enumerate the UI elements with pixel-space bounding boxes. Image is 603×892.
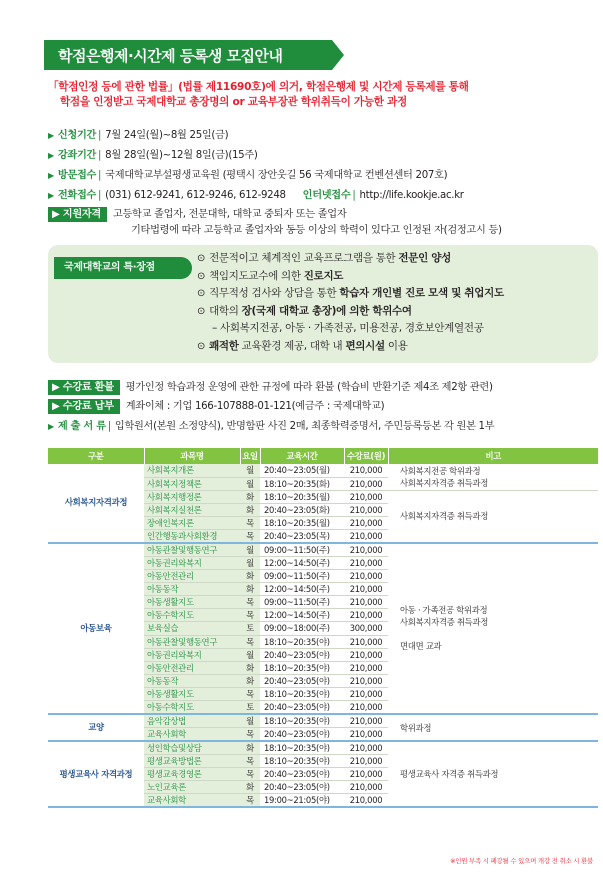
- fee-cell: 210,000: [344, 543, 388, 557]
- time-cell: 20:40~23:05(화): [260, 503, 344, 516]
- subject-cell: 아동관찰및행동연구: [144, 635, 240, 648]
- qualification-row: [48, 207, 346, 222]
- feature-item: ⊙ 전문적이고 체계적인 교육프로그램을 통한 전문인 양성: [197, 252, 451, 264]
- time-cell: 12:00~14:50(주): [260, 609, 344, 622]
- title-banner: [44, 40, 344, 70]
- day-cell: 화: [240, 741, 260, 755]
- web-apply-url[interactable]: http://life.kookje.ac.kr: [359, 190, 464, 201]
- note-line: 아동 · 가족전공 학위과정: [400, 605, 488, 616]
- header-category: 구분: [48, 448, 144, 464]
- documents-row: ▶ 제 출 서 류 | 입학원서(본원 소정양식), 반명함판 사진 2매, 최종학력증명서, 주민등록등본 각 원본 1부: [48, 421, 495, 432]
- circle-bullet-icon: ⊙: [197, 270, 206, 282]
- subject-cell: 아동동작: [144, 583, 240, 596]
- intro-line-1: 「학점인정 등에 관한 법률」(법률 제11690호)에 의거, 학점은행제 및 시간제 등록제를 통해: [48, 81, 469, 93]
- fee-cell: 210,000: [344, 490, 388, 503]
- visit-apply-row: ▶ 방문접수 | 국제대학교부설평생교육원 (평택시 장안웃길 56 국제대학교 컨벤션센터 207호): [48, 170, 448, 181]
- day-cell: 목: [240, 687, 260, 700]
- documents-value: 입학원서(본원 소정양식), 반명함판 사진 2매, 최종학력증명서, 주민등록등본 각 원본 1부: [114, 421, 495, 432]
- triangle-right-icon: ▶: [48, 131, 54, 140]
- fee-cell: 210,000: [344, 529, 388, 543]
- note-cell: [388, 741, 598, 807]
- lecture-period-value: 8월 28일(월)~12월 8일(금)(15주): [105, 150, 258, 161]
- day-cell: 월: [240, 543, 260, 557]
- page-title: 학점은행제·시간제 등록생 모집안내: [58, 47, 283, 65]
- note-line: 사회복지자격증 취득과정: [400, 617, 489, 628]
- day-cell: 목: [240, 529, 260, 543]
- circle-bullet-icon: ⊙: [197, 288, 206, 299]
- circle-bullet-icon: ⊙: [197, 305, 206, 317]
- time-cell: 20:40~23:05(야): [260, 701, 344, 715]
- apply-period-row: ▶ 신청기간 | 7월 24일(월)~8월 25일(금): [48, 130, 229, 141]
- group-name: 사회복지자격과정: [48, 464, 144, 543]
- day-cell: 월: [240, 556, 260, 569]
- lecture-period-label: 강좌기간: [57, 150, 97, 161]
- note-cell: [388, 464, 598, 490]
- day-cell: 목: [240, 755, 260, 768]
- payment-value: 계좌이체 : 기업 166-107888-01-121(예금주 : 국제대학교): [125, 401, 385, 412]
- group-name: 아동보육: [48, 543, 144, 714]
- fee-cell: 210,000: [344, 596, 388, 609]
- apply-period-value: 7월 24일(월)~8월 25일(금): [105, 130, 229, 141]
- fee-cell: 210,000: [344, 741, 388, 755]
- fee-cell: 210,000: [344, 781, 388, 794]
- feature-item: ⊙ 직무적성 검사와 상담을 통한 학습자 개인별 진로 모색 및 취업지도: [197, 287, 504, 299]
- qualification-label: 지원자격: [62, 209, 101, 220]
- day-cell: 화: [240, 674, 260, 687]
- day-cell: 월: [240, 714, 260, 728]
- subject-cell: 아동생활지도: [144, 596, 240, 609]
- note-line: 사회복지전공 학위과정: [400, 465, 481, 476]
- visit-apply-value: 국제대학교부설평생교육원 (평택시 장안웃길 56 국제대학교 컨벤션센터 207호): [105, 170, 448, 181]
- fee-cell: 210,000: [344, 464, 388, 477]
- time-cell: 18:10~20:35(화): [260, 477, 344, 490]
- table-row: [48, 543, 598, 557]
- fee-cell: 210,000: [344, 583, 388, 596]
- header-fee: 수강료(원): [344, 448, 388, 464]
- refund-label: 수강료 환불: [62, 382, 114, 393]
- fee-cell: 210,000: [344, 701, 388, 715]
- fee-cell: 210,000: [344, 477, 388, 490]
- time-cell: 18:10~20:35(야): [260, 714, 344, 728]
- subject-cell: 평생교육경영론: [144, 768, 240, 781]
- subject-cell: 아동수학지도: [144, 701, 240, 715]
- visit-apply-label: 방문접수: [57, 170, 97, 181]
- qualification-line-1: 고등학교 졸업자, 전문대학, 대학교 중퇴자 또는 졸업자: [112, 209, 347, 220]
- day-cell: 토: [240, 701, 260, 715]
- subject-cell: 아동생활지도: [144, 687, 240, 700]
- time-cell: 18:10~20:35(월): [260, 490, 344, 503]
- payment-label: 수강료 납부: [62, 401, 114, 412]
- day-cell: 월: [240, 477, 260, 490]
- subject-cell: 아동권리와복지: [144, 556, 240, 569]
- day-cell: 목: [240, 635, 260, 648]
- day-cell: 목: [240, 516, 260, 529]
- time-cell: 12:00~14:50(주): [260, 583, 344, 596]
- fee-cell: 210,000: [344, 556, 388, 569]
- fee-cell: 210,000: [344, 674, 388, 687]
- day-cell: 토: [240, 622, 260, 635]
- subject-cell: 사회복지개론: [144, 464, 240, 477]
- subject-cell: 교육사회학: [144, 728, 240, 742]
- time-cell: 20:40~23:05(야): [260, 781, 344, 794]
- payment-label-box: ▶ 수강료 납부: [48, 399, 120, 414]
- subject-cell: 사회복지행정론: [144, 490, 240, 503]
- time-cell: 18:10~20:35(야): [260, 687, 344, 700]
- subject-cell: 교육사회학: [144, 794, 240, 808]
- subject-cell: 음악감상법: [144, 714, 240, 728]
- subject-cell: 인간행동과사회환경: [144, 529, 240, 543]
- day-cell: 화: [240, 503, 260, 516]
- subject-cell: 아동관찰및행동연구: [144, 543, 240, 557]
- table-row: [48, 714, 598, 728]
- refund-label-box: ▶ 수강료 환불: [48, 380, 120, 395]
- day-cell: 월: [240, 464, 260, 477]
- subject-cell: 사회복지정책론: [144, 477, 240, 490]
- time-cell: 20:40~23:05(야): [260, 674, 344, 687]
- time-cell: 19:00~21:05(야): [260, 794, 344, 808]
- group-name: 평생교육사 자격과정: [48, 741, 144, 807]
- fee-cell: 210,000: [344, 714, 388, 728]
- feature-item: ⊙ 쾌적한 교육환경 제공, 대학 내 편의시설 이용: [197, 339, 408, 352]
- subject-cell: 아동동작: [144, 674, 240, 687]
- note-cell: [388, 490, 598, 543]
- time-cell: 18:10~20:35(야): [260, 661, 344, 674]
- course-table: [48, 448, 598, 808]
- subject-cell: 아동수학지도: [144, 609, 240, 622]
- day-cell: 목: [240, 728, 260, 742]
- intro-text: [48, 80, 469, 110]
- feature-item: ⊙ 책임지도교수에 의한 진로지도: [197, 269, 344, 282]
- subject-cell: 보육실습: [144, 622, 240, 635]
- note-line: [400, 628, 598, 640]
- fee-cell: 210,000: [344, 609, 388, 622]
- fee-cell: 210,000: [344, 648, 388, 661]
- note-cell: [388, 543, 598, 714]
- lecture-period-row: ▶ 강좌기간 | 8월 28일(월)~12월 8일(금)(15주): [48, 150, 258, 161]
- phone-apply-row: ▶ 전화접수 | (031) 612-9241, 612-9246, 612-9248 인터넷접수 | http://life.kookje.ac.kr: [48, 190, 464, 201]
- day-cell: 목: [240, 609, 260, 622]
- fee-cell: 210,000: [344, 768, 388, 781]
- time-cell: 12:00~14:50(주): [260, 556, 344, 569]
- fee-cell: 210,000: [344, 794, 388, 808]
- circle-bullet-icon: ⊙: [197, 253, 206, 264]
- day-cell: 월: [240, 648, 260, 661]
- time-cell: 18:10~20:35(월): [260, 516, 344, 529]
- fee-cell: 210,000: [344, 755, 388, 768]
- time-cell: 20:40~23:05(월): [260, 464, 344, 477]
- header-subject: 과목명: [144, 448, 240, 464]
- group-name: 교양: [48, 714, 144, 741]
- table-header-row: [48, 448, 598, 464]
- triangle-right-icon: ▶: [48, 422, 54, 431]
- fee-cell: 210,000: [344, 635, 388, 648]
- qualification-line-2: 기타법령에 따라 고등학교 졸업자와 동등 이상의 학력이 있다고 인정된 자(검정고시 등): [131, 225, 502, 236]
- phone-apply-label: 전화접수: [57, 190, 97, 201]
- note-line: 면대면 교과: [400, 641, 442, 652]
- note-line: 학위과정: [400, 722, 432, 733]
- apply-period-label: 신청기간: [57, 130, 97, 141]
- phone-number: (031) 612-9241, 612-9246, 612-9248: [105, 190, 286, 201]
- day-cell: 화: [240, 661, 260, 674]
- time-cell: 20:40~23:05(야): [260, 728, 344, 742]
- time-cell: 18:10~20:35(야): [260, 741, 344, 755]
- fee-cell: 210,000: [344, 503, 388, 516]
- fee-cell: 210,000: [344, 570, 388, 583]
- time-cell: 20:40~23:05(목): [260, 529, 344, 543]
- qualification-row-2: [131, 223, 502, 238]
- subject-cell: 평생교육방법론: [144, 755, 240, 768]
- time-cell: 18:10~20:35(야): [260, 755, 344, 768]
- subject-cell: 사회복지실천론: [144, 503, 240, 516]
- note-line: 평생교육사 자격증 취득과정: [400, 769, 499, 780]
- payment-row: [48, 399, 384, 414]
- documents-label: 제 출 서 류: [57, 421, 106, 432]
- subject-cell: 성인학습및상담: [144, 741, 240, 755]
- day-cell: 화: [240, 490, 260, 503]
- subject-cell: 노인교육론: [144, 781, 240, 794]
- fee-cell: 210,000: [344, 728, 388, 742]
- time-cell: 18:10~20:35(야): [260, 635, 344, 648]
- subject-cell: 아동안전관리: [144, 570, 240, 583]
- triangle-right-icon: ▶: [48, 171, 54, 180]
- note-cell: [388, 714, 598, 741]
- time-cell: 20:40~23:05(야): [260, 648, 344, 661]
- fee-cell: 210,000: [344, 661, 388, 674]
- subject-cell: 장애인복지론: [144, 516, 240, 529]
- note-line: 사회복지자격증 취득과정: [400, 511, 489, 522]
- fee-cell: 210,000: [344, 516, 388, 529]
- day-cell: 목: [240, 768, 260, 781]
- header-note: 비고: [388, 448, 598, 464]
- footnote: ※인원 부족 시 폐강될 수 있으며 개강 전 취소 시 환불: [450, 857, 593, 865]
- day-cell: 목: [240, 596, 260, 609]
- day-cell: 화: [240, 781, 260, 794]
- table-row: [48, 464, 598, 477]
- triangle-right-icon: ▶: [48, 151, 54, 160]
- header-day: 요일: [240, 448, 260, 464]
- web-apply-label: 인터넷접수: [302, 190, 351, 201]
- features-tag: 국제대학교의 특·장점: [54, 257, 192, 279]
- fee-cell: 210,000: [344, 687, 388, 700]
- time-cell: 09:00~11:50(주): [260, 570, 344, 583]
- fee-cell: 300,000: [344, 622, 388, 635]
- refund-row: [48, 380, 493, 395]
- day-cell: 화: [240, 583, 260, 596]
- time-cell: 09:00~18:00(주): [260, 622, 344, 635]
- time-cell: 09:00~11:50(주): [260, 596, 344, 609]
- course-table-body: [48, 464, 598, 807]
- time-cell: 09:00~11:50(주): [260, 543, 344, 557]
- subject-cell: 아동권리와복지: [144, 648, 240, 661]
- refund-value: 평가인정 학습과정 운영에 관한 규정에 따라 환불 (학습비 반환기준 제4조 제2항 관련): [125, 382, 493, 393]
- feature-item: ⊙ 대학의 장(국제 대학교 총장)에 의한 학위수여: [197, 304, 412, 317]
- note-line: 사회복지자격증 취득과정: [400, 477, 489, 488]
- qualification-label-box: ▶ 지원자격: [48, 207, 107, 222]
- feature-sub-item: – 사회복지전공, 아동 · 가족전공, 미용전공, 경호보안계열전공: [212, 322, 484, 334]
- header-time: 교육시간: [260, 448, 344, 464]
- intro-line-2: 학점을 인정받고 국제대학교 총장명의 or 교육부장관 학위취득이 가능한 과정: [60, 96, 407, 108]
- circle-bullet-icon: ⊙: [197, 340, 206, 352]
- triangle-right-icon: ▶: [48, 191, 54, 200]
- time-cell: 20:40~23:05(야): [260, 768, 344, 781]
- day-cell: 화: [240, 570, 260, 583]
- day-cell: 목: [240, 794, 260, 808]
- features-list: [197, 250, 504, 355]
- subject-cell: 아동안전관리: [144, 661, 240, 674]
- table-row: [48, 741, 598, 755]
